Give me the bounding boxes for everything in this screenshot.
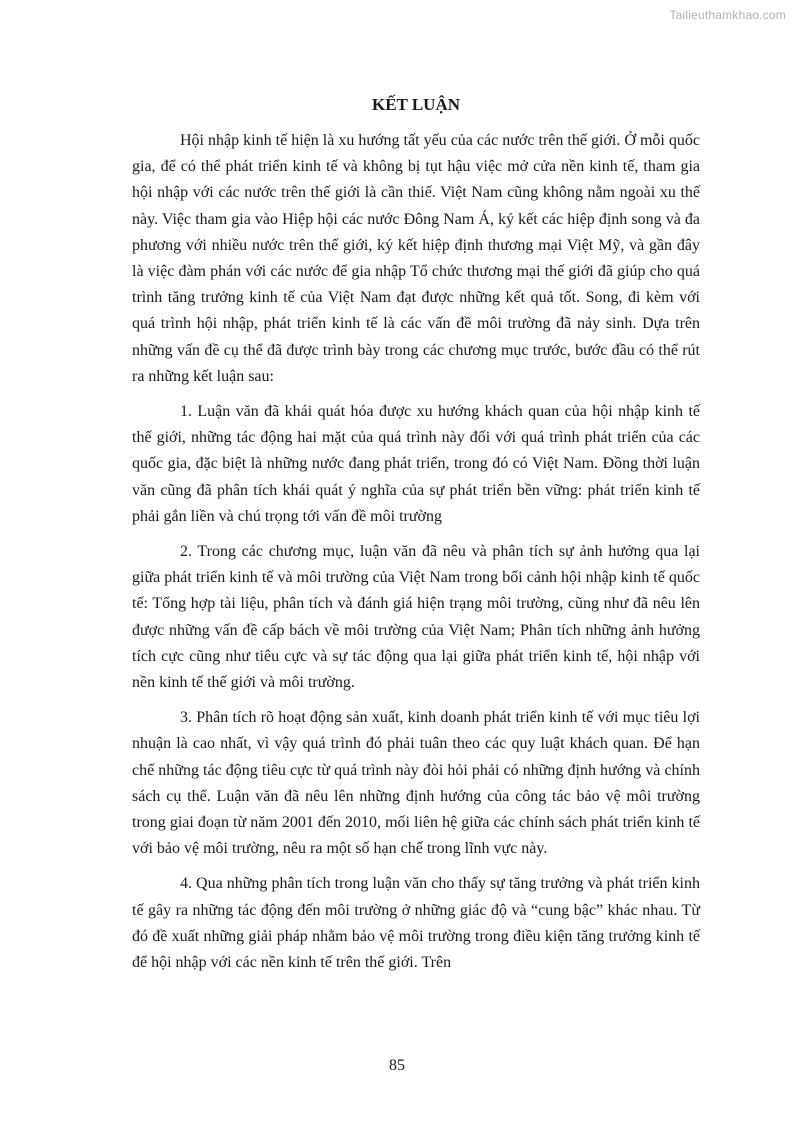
paragraph-conclusion-1: 1. Luận văn đã khái quát hóa được xu hướng khách quan của hội nhập kinh tế thế giới, những tác động hai mặt của quá trình này đối với quá trình phát triển của các quốc gia, đặc biệt là những nước đang phát triển, trong đó có Việt Nam. Đồng thời luận văn cũng đã phân tích khái quát ý nghĩa của sự phát triển bền vững: phát triển kinh tế phải gắn liền và chú trọng tới vấn đề môi trường: [132, 403, 700, 525]
page-number: 85: [389, 1057, 405, 1074]
paragraph-intro: Hội nhập kinh tế hiện là xu hướng tất yếu của các nước trên thế giới. Ở mỗi quốc gia, để có thể phát triển kinh tế và không bị tụt hậu việc mở cửa nền kinh tế, tham gia hội nhập với các nước trên thế giới là cần thiế. Việt Nam cũng không nằm ngoài xu thế này. Việc tham gia vào Hiệp hội các nước Đông Nam Á, ký kết các hiệp định song và đa phương với nhiều nước trên thế giới, ký kết hiệp định thương mại Việt Mỹ, và gần đây là việc đàm phán với các nước để gia nhập Tổ chức thương mại thế giới đã giúp cho quá trình tăng trưởng kinh tế của Việt Nam đạt được những kết quả tốt. Song, đi kèm với quá trình hội nhập, phát triển kinh tế là các vấn đề môi trường đã nảy sinh. Dựa trên những vấn đề cụ thể đã được trình bày trong các chương mục trước, bước đầu có thể rút ra những kết luận sau:: [132, 132, 700, 385]
paragraph-conclusion-4: 4. Qua những phân tích trong luận văn cho thấy sự tăng trưởng và phát triển kinh tế gây ra những tác động đến môi trường ở những giác độ và “cung bậc” khác nhau. Từ đó đề xuất những giải pháp nhằm bảo vệ môi trường trong điều kiện tăng trưởng kinh tế để hội nhập với các nền kinh tế trên thế giới. Trên: [132, 875, 700, 972]
document-body: [132, 92, 700, 985]
paragraph-conclusion-2: 2. Trong các chương mục, luận văn đã nêu và phân tích sự ảnh hưởng qua lại giữa phát triển kinh tế và môi trường của Việt Nam trong bối cảnh hội nhập kinh tế quốc tế: Tổng hợp tài liệu, phân tích và đánh giá hiện trạng môi trường, cũng như đã nêu lên được những vấn đề cấp bách về môi trường của Việt Nam; Phân tích những ảnh hưởng tích cực cũng như tiêu cực và sự tác động qua lại giữa phát triển kinh tế, hội nhập với nền kinh tế thế giới và môi trường.: [132, 543, 700, 692]
watermark: Tailieuthamkhao.com: [669, 8, 786, 22]
paragraph-conclusion-3: 3. Phân tích rõ hoạt động sản xuất, kinh doanh phát triển kinh tế với mục tiêu lợi nhuận là cao nhất, vì vậy quá trình đó phải tuân theo các quy luật khách quan. Để hạn chế những tác động tiêu cực từ quá trình này đòi hỏi phải có những định hướng và chính sách cụ thể. Luận văn đã nêu lên những định hướng của công tác bảo vệ môi trường trong giai đoạn từ năm 2001 đến 2010, mối liên hệ giữa các chính sách phát triển kinh tế với bảo vệ môi trường, nêu ra một số hạn chế trong lĩnh vực này.: [132, 709, 700, 858]
page-title: KẾT LUẬN: [371, 95, 460, 114]
